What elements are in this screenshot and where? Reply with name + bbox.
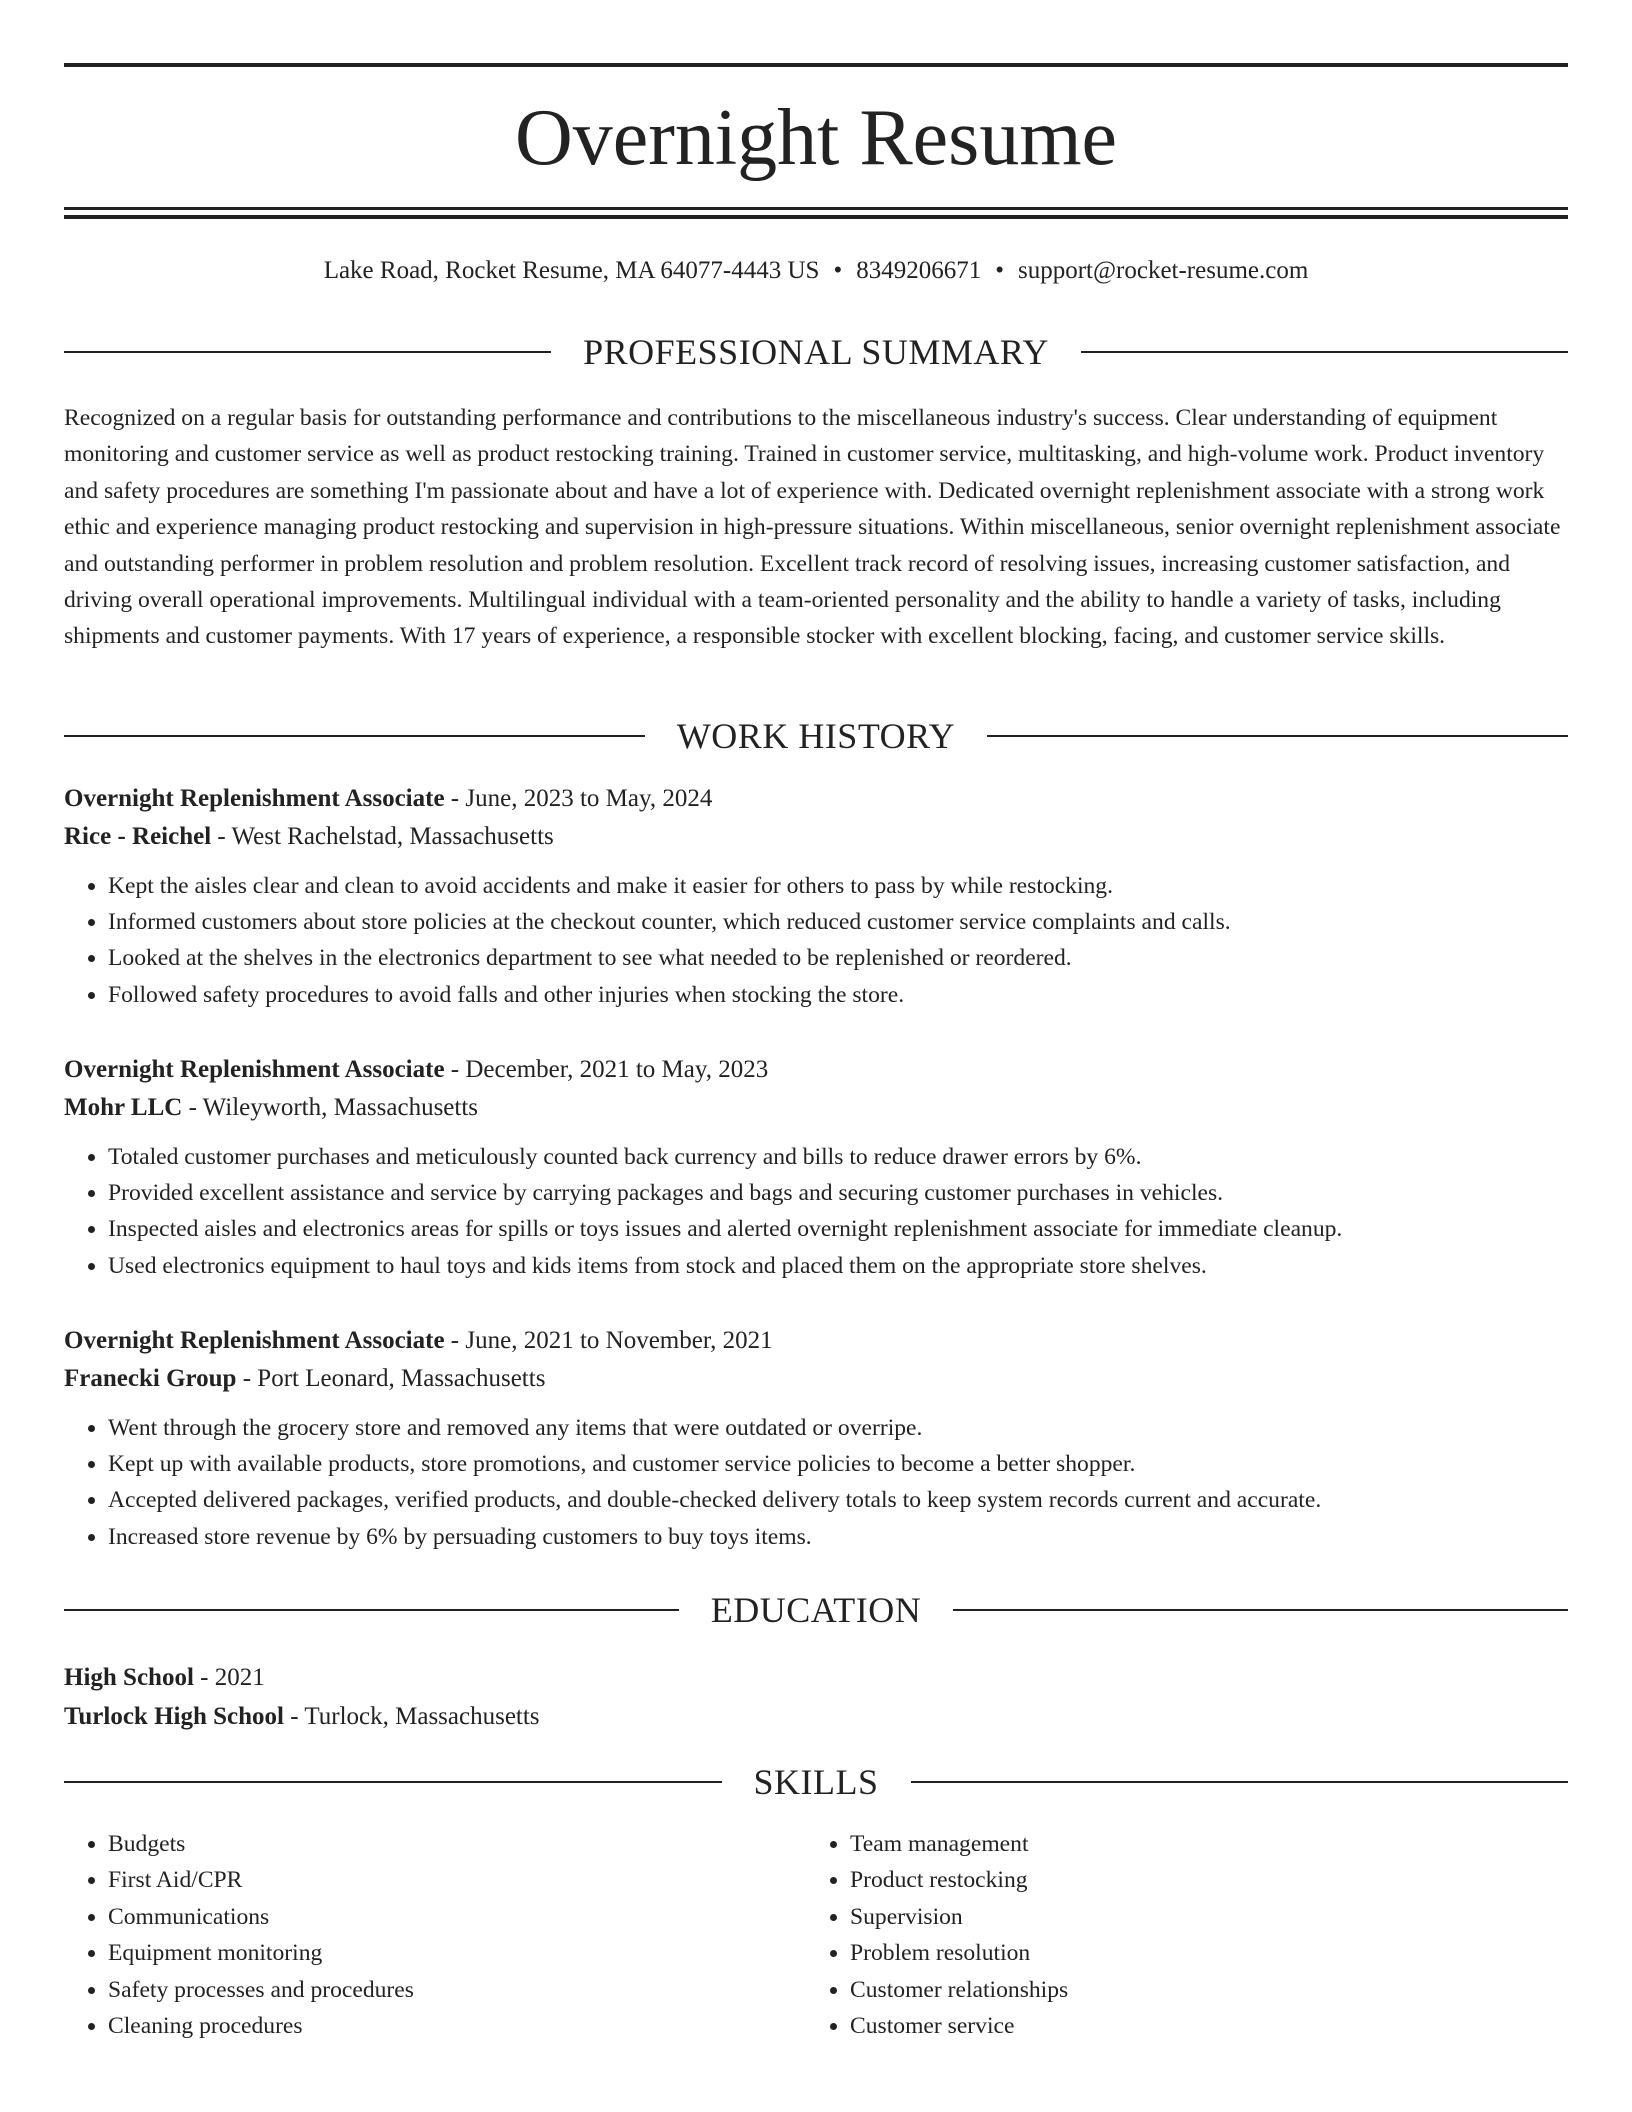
- job-bullets: [64, 868, 1568, 1013]
- education-year: - 2021: [193, 1664, 265, 1691]
- title-rule-lower: [64, 215, 1568, 219]
- list-item: • Informed customers about store policies at the checkout counter, which reduced customer service complaints and calls.: [108, 904, 1568, 940]
- heading-rule: [64, 1609, 679, 1611]
- job-title-line: [64, 1051, 1568, 1089]
- contact-email: support@rocket-resume.com: [1018, 257, 1309, 284]
- list-item: • Followed safety procedures to avoid falls and other injuries when stocking the store.: [108, 977, 1568, 1013]
- job-location: - Port Leonard, Massachusetts: [236, 1365, 546, 1392]
- job-title: Overnight Replenishment Associate: [64, 785, 445, 812]
- skill-item: • Team management: [850, 1826, 1548, 1862]
- skill-item: • Product restocking: [850, 1862, 1548, 1898]
- heading-rule: [953, 1609, 1568, 1611]
- list-item: • Accepted delivered packages, verified products, and double-checked delivery totals to keep system records current and accurate.: [108, 1482, 1568, 1518]
- job-company: Franecki Group: [64, 1365, 237, 1392]
- education-degree-line: [64, 1658, 1568, 1697]
- skill-item: • First Aid/CPR: [108, 1862, 806, 1898]
- skill-item: • Equipment monitoring: [108, 1935, 806, 1971]
- education-location: - Turlock, Massachusetts: [283, 1703, 540, 1730]
- job-entry: [64, 780, 1568, 1013]
- heading-rule: [64, 1781, 722, 1783]
- section-title: SKILLS: [753, 1762, 879, 1802]
- list-item: • Used electronics equipment to haul toys and kids items from stock and placed them on the appropriate store shelves.: [108, 1248, 1568, 1284]
- skill-item: • Customer relationships: [850, 1972, 1548, 2008]
- job-title: Overnight Replenishment Associate: [64, 1056, 445, 1083]
- list-item: • Kept up with available products, store promotions, and customer service policies to become a better shopper.: [108, 1446, 1568, 1482]
- contact-line: [64, 254, 1568, 288]
- summary-paragraph: Recognized on a regular basis for outstanding performance and contributions to the miscellaneous industry's success. Clear understanding of equipment monitoring and customer service as well as product restocking training. Trained in customer service, multitasking, and high-volume work. Product inventory and safety procedures are something I'm passionate about and have a lot of experience with. Dedicated overnight replenishment associate with a strong work ethic and experience managing product restocking and supervision in high-pressure situations. Within miscellaneous, senior overnight replenishment associate and outstanding performer in problem resolution and problem resolution. Excellent track record of resolving issues, increasing customer satisfaction, and driving overall operational improvements. Multilingual individual with a team-oriented personality and the ability to handle a variety of tasks, including shipments and customer payments. With 17 years of experience, a responsible stocker with excellent blocking, facing, and customer service skills.: [64, 405, 1561, 650]
- job-company: Rice - Reichel: [64, 823, 212, 850]
- education-school: Turlock High School: [64, 1703, 284, 1730]
- section-heading-work: [64, 714, 1568, 758]
- job-company-line: [64, 1360, 1568, 1398]
- contact-phone: 8349206671: [856, 257, 982, 284]
- job-title-line: [64, 1322, 1568, 1360]
- skill-item: • Safety processes and procedures: [108, 1972, 806, 2008]
- list-item: • Inspected aisles and electronics areas for spills or toys issues and alerted overnight replenishment associate for immediate cleanup.: [108, 1211, 1568, 1247]
- section-title: WORK HISTORY: [676, 716, 956, 756]
- heading-rule: [911, 1781, 1569, 1783]
- section-heading-skills: [64, 1760, 1568, 1804]
- section-title: PROFESSIONAL SUMMARY: [583, 332, 1049, 372]
- skills-column-left: [64, 1826, 806, 2044]
- skill-item: • Cleaning procedures: [108, 2008, 806, 2044]
- job-company-line: [64, 818, 1568, 856]
- job-dates: - December, 2021 to May, 2023: [444, 1056, 769, 1083]
- skills-list: [64, 1826, 1568, 2044]
- section-title: EDUCATION: [710, 1590, 922, 1630]
- job-company: Mohr LLC: [64, 1094, 183, 1121]
- section-heading-education: [64, 1588, 1568, 1632]
- job-bullets: [64, 1410, 1568, 1555]
- job-entry: [64, 1051, 1568, 1284]
- skill-item: • Communications: [108, 1899, 806, 1935]
- job-entry: [64, 1322, 1568, 1555]
- heading-rule: [64, 351, 551, 353]
- job-title-line: [64, 780, 1568, 818]
- top-rule: [64, 63, 1568, 67]
- contact-address: Lake Road, Rocket Resume, MA 64077-4443 US: [323, 257, 820, 284]
- list-item: • Looked at the shelves in the electronics department to see what needed to be replenished or reordered.: [108, 940, 1568, 976]
- heading-rule: [987, 735, 1568, 737]
- skills-column-right: [806, 1826, 1548, 2044]
- list-item: • Provided excellent assistance and service by carrying packages and bags and securing customer purchases in vehicles.: [108, 1175, 1568, 1211]
- list-item: • Went through the grocery store and removed any items that were outdated or overripe.: [108, 1410, 1568, 1446]
- contact-separator: •: [995, 257, 1004, 284]
- list-item: • Kept the aisles clear and clean to avoid accidents and make it easier for others to pass by while restocking.: [108, 868, 1568, 904]
- page-title: Overnight Resume: [514, 94, 1118, 182]
- skill-item: • Problem resolution: [850, 1935, 1548, 1971]
- job-location: - Wileyworth, Massachusetts: [182, 1094, 479, 1121]
- list-item: • Totaled customer purchases and meticulously counted back currency and bills to reduce drawer errors by 6%.: [108, 1139, 1568, 1175]
- list-item: • Increased store revenue by 6% by persuading customers to buy toys items.: [108, 1519, 1568, 1555]
- skill-item: • Budgets: [108, 1826, 806, 1862]
- heading-rule: [1081, 351, 1568, 353]
- education-degree: High School: [64, 1664, 194, 1691]
- education-entry: [64, 1658, 1568, 1736]
- skill-item: • Supervision: [850, 1899, 1548, 1935]
- job-company-line: [64, 1089, 1568, 1127]
- job-location: - West Rachelstad, Massachusetts: [211, 823, 554, 850]
- job-dates: - June, 2023 to May, 2024: [444, 785, 713, 812]
- heading-rule: [64, 735, 645, 737]
- job-dates: - June, 2021 to November, 2021: [444, 1327, 773, 1354]
- title-rule-upper: [64, 207, 1568, 210]
- contact-separator: •: [833, 257, 843, 284]
- section-heading-summary: [64, 330, 1568, 374]
- education-school-line: [64, 1697, 1568, 1736]
- job-bullets: [64, 1139, 1568, 1284]
- skill-item: • Customer service: [850, 2008, 1548, 2044]
- job-title: Overnight Replenishment Associate: [64, 1327, 445, 1354]
